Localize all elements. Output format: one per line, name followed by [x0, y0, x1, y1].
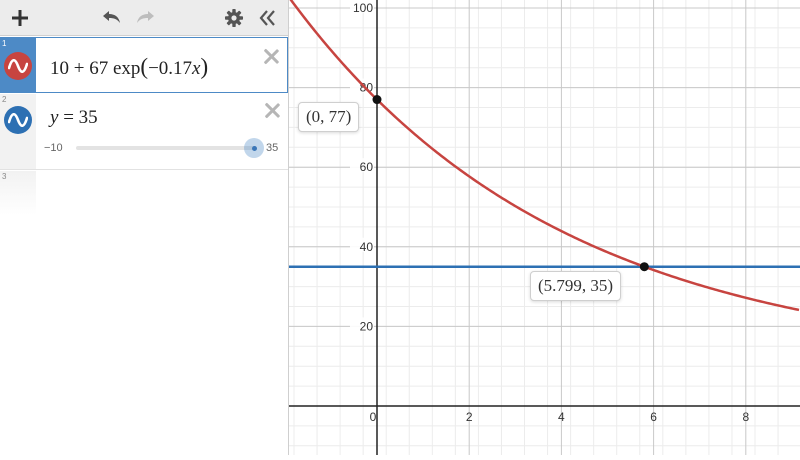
double-chevron-left-icon	[259, 9, 277, 27]
formula-close-paren: )	[200, 54, 209, 79]
point-marker	[373, 95, 382, 104]
plus-icon	[11, 9, 29, 27]
y-tick-label: 60	[359, 160, 373, 175]
formula-value: = 35	[58, 107, 98, 128]
y-tick-label: 100	[352, 1, 373, 15]
x-tick-label: 6	[650, 410, 657, 424]
expression-list-panel	[0, 0, 289, 455]
slider-max-label[interactable]: 35	[266, 142, 279, 154]
y-tick-label: 20	[359, 319, 373, 334]
gear-icon	[224, 8, 244, 28]
formula-coefficient: −0.17	[148, 58, 193, 79]
graph-canvas[interactable]	[289, 0, 800, 455]
formula-prefix: 10 + 67 exp	[50, 58, 141, 79]
formula-open-paren: (	[140, 54, 149, 79]
y-tick-label: 80	[359, 80, 373, 95]
undo-button[interactable]	[98, 6, 124, 30]
slider-track[interactable]	[76, 146, 256, 150]
delete-expression-button[interactable]	[264, 102, 280, 118]
graph-svg	[289, 0, 800, 455]
y-tick-label: 40	[359, 239, 373, 254]
expression-formula[interactable]	[50, 107, 98, 129]
expression-gutter	[0, 38, 36, 92]
expression-gutter	[0, 94, 36, 169]
expression-index: 2	[2, 95, 7, 104]
expression-row-2[interactable]	[0, 94, 288, 170]
expression-gutter	[0, 171, 36, 215]
undo-icon	[100, 10, 122, 26]
x-tick-label: 8	[742, 410, 750, 424]
formula-variable: y	[50, 107, 59, 128]
slider-min-label[interactable]: −10	[44, 142, 63, 154]
slider-handle[interactable]	[244, 138, 264, 158]
expression-row-3[interactable]	[0, 171, 288, 215]
add-expression-button[interactable]	[8, 6, 32, 30]
expression-index: 3	[2, 172, 7, 181]
delete-expression-button[interactable]	[263, 48, 279, 64]
exponential-curve-plot	[289, 0, 799, 310]
formula-variable: x	[192, 58, 201, 79]
expression-index: 1	[2, 39, 7, 48]
point-label-y-intercept[interactable]: (0, 77)	[298, 102, 359, 132]
redo-button[interactable]	[133, 6, 159, 30]
expression-toolbar	[0, 0, 288, 36]
x-tick-label: 0	[369, 410, 377, 424]
settings-button[interactable]	[222, 6, 246, 30]
x-tick-label: 4	[558, 410, 565, 424]
expression-formula[interactable]	[50, 54, 208, 80]
x-tick-label: 2	[465, 410, 473, 424]
point-label-intersection[interactable]: (5.799, 35)	[530, 271, 621, 301]
expression-row-1[interactable]	[0, 37, 288, 93]
wave-icon[interactable]	[4, 52, 32, 80]
wave-icon[interactable]	[4, 106, 32, 134]
point-marker	[640, 262, 649, 271]
collapse-panel-button[interactable]	[256, 6, 280, 30]
redo-icon	[135, 10, 157, 26]
